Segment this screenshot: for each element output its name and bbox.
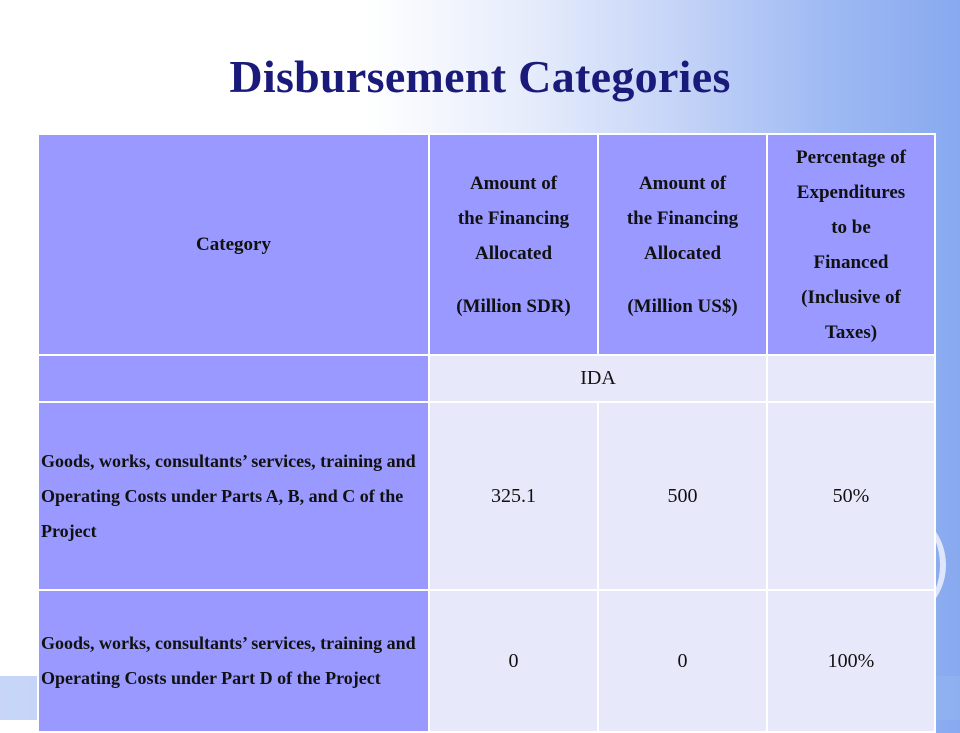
header-usd-line2: the Financing <box>626 207 739 229</box>
header-pct-line6: Taxes) <box>824 321 878 343</box>
table-header-row <box>38 134 935 355</box>
row-percentage: 50% <box>767 402 935 590</box>
row-amount-sdr: 0 <box>429 590 598 732</box>
section-blank-cell <box>38 355 429 402</box>
header-pct-line4: Financed <box>813 251 889 273</box>
header-amount-usd <box>598 134 767 355</box>
table-row <box>38 590 935 732</box>
header-percentage <box>767 134 935 355</box>
section-blank-cell <box>767 355 935 402</box>
row-amount-usd: 500 <box>598 402 767 590</box>
header-pct-line3: to be <box>831 216 871 238</box>
header-category: Category <box>38 134 429 355</box>
disbursement-table <box>37 133 936 733</box>
row-category: Goods, works, consultants’ services, training and Operating Costs under Part D of the Project <box>38 590 429 732</box>
header-usd-line3: Allocated <box>643 242 722 264</box>
header-pct-line1: Percentage of <box>796 146 906 168</box>
section-row-ida <box>38 355 935 402</box>
row-amount-usd: 0 <box>598 590 767 732</box>
slide-title: Disbursement Categories <box>229 51 731 102</box>
header-pct-line2: Expenditures <box>796 181 906 203</box>
header-sdr-line1: Amount of <box>469 172 558 194</box>
header-usd-unit: (Million US$) <box>627 295 738 317</box>
table-row <box>38 402 935 590</box>
header-amount-sdr <box>429 134 598 355</box>
row-amount-sdr: 325.1 <box>429 402 598 590</box>
header-sdr-unit: (Million SDR) <box>456 295 571 317</box>
row-category: Goods, works, consultants’ services, training and Operating Costs under Parts A, B, and C of the Project <box>38 402 429 590</box>
header-sdr-line2: the Financing <box>457 207 570 229</box>
row-percentage: 100% <box>767 590 935 732</box>
header-sdr-line3: Allocated <box>474 242 553 264</box>
section-label: IDA <box>429 355 767 402</box>
header-pct-line5: (Inclusive of <box>801 286 901 308</box>
header-usd-line1: Amount of <box>638 172 727 194</box>
